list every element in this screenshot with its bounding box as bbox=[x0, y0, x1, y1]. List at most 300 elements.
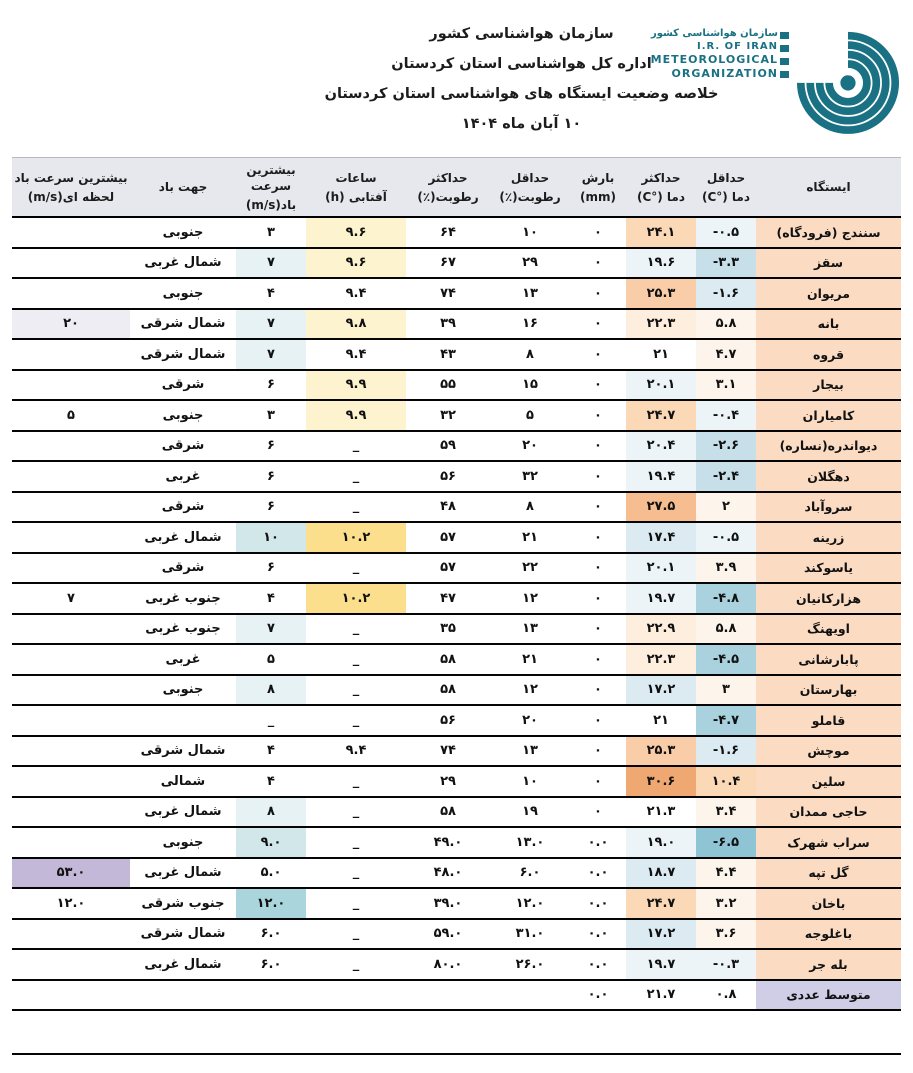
cell-precipitation: ۰ bbox=[570, 431, 626, 462]
cell-wind-direction: جنوب شرقی bbox=[130, 888, 236, 919]
cell-sunshine-hours: ۹.۶ bbox=[306, 217, 406, 248]
cell-wind-direction: شرقی bbox=[130, 553, 236, 584]
cell-wind-gust-max bbox=[12, 553, 130, 584]
cell-station bbox=[756, 1010, 901, 1054]
cell-humidity-max bbox=[406, 980, 490, 1011]
cell-station: اویهنگ bbox=[756, 614, 901, 645]
cell-humidity-max: ۵۸ bbox=[406, 644, 490, 675]
cell-temp-max: ۳۰.۶ bbox=[626, 766, 696, 797]
cell-sunshine-hours: ۹.۴ bbox=[306, 278, 406, 309]
cell-precipitation: ۰ bbox=[570, 736, 626, 767]
cell-temp-max: ۲۲.۹ bbox=[626, 614, 696, 645]
cell-temp-min: ۳.۶ bbox=[696, 919, 756, 950]
cell-station: سنندج (فرودگاه) bbox=[756, 217, 901, 248]
cell-precipitation: ۰ bbox=[570, 766, 626, 797]
cell-precipitation: ۰.۰ bbox=[570, 888, 626, 919]
cell-temp-max: ۲۱ bbox=[626, 339, 696, 370]
cell-sunshine-hours: _ bbox=[306, 797, 406, 828]
cell-temp-min: ۳.۴ bbox=[696, 797, 756, 828]
cell-humidity-max: ۵۹ bbox=[406, 431, 490, 462]
dept-title: اداره کل هواشناسی استان کردستان bbox=[391, 56, 652, 72]
table-row bbox=[12, 553, 901, 584]
cell-wind-gust-max bbox=[12, 278, 130, 309]
cell-humidity-max: ۵۸ bbox=[406, 797, 490, 828]
cell-humidity-min: ۲۰ bbox=[490, 431, 570, 462]
cell-precipitation: ۰ bbox=[570, 522, 626, 553]
cell-temp-min: ۵.۸ bbox=[696, 614, 756, 645]
cell-precipitation: ۰ bbox=[570, 705, 626, 736]
cell-temp-min: -۰.۴ bbox=[696, 400, 756, 431]
column-header-wind-speed-max: بیشترین سرعت باد(m/s) bbox=[236, 158, 306, 218]
cell-humidity-max: ۵۶ bbox=[406, 461, 490, 492]
cell-wind-gust-max bbox=[12, 248, 130, 279]
cell-humidity-min: ۲۲ bbox=[490, 553, 570, 584]
cell-humidity-min: ۱۳ bbox=[490, 614, 570, 645]
cell-wind-direction: شمال شرقی bbox=[130, 919, 236, 950]
cell-temp-min: ۳.۲ bbox=[696, 888, 756, 919]
cell-temp-min: ۳.۱ bbox=[696, 370, 756, 401]
cell-humidity-max: ۶۴ bbox=[406, 217, 490, 248]
cell-sunshine-hours: _ bbox=[306, 705, 406, 736]
irimo-logo bbox=[635, 18, 907, 142]
cell-humidity-max: ۴۳ bbox=[406, 339, 490, 370]
cell-wind-speed-max: _ bbox=[236, 705, 306, 736]
cell-wind-direction bbox=[130, 1010, 236, 1054]
cell-wind-direction: شمال غربی bbox=[130, 248, 236, 279]
table-row bbox=[12, 766, 901, 797]
cell-humidity-min: ۲۶.۰ bbox=[490, 949, 570, 980]
cell-wind-speed-max: ۴ bbox=[236, 766, 306, 797]
cell-precipitation: ۰ bbox=[570, 217, 626, 248]
cell-humidity-max: ۲۹ bbox=[406, 766, 490, 797]
table-row bbox=[12, 614, 901, 645]
cell-humidity-min: ۳۱.۰ bbox=[490, 919, 570, 950]
cell-wind-direction bbox=[130, 705, 236, 736]
cell-sunshine-hours bbox=[306, 1010, 406, 1054]
cell-humidity-max: ۸۰.۰ bbox=[406, 949, 490, 980]
cell-wind-direction: جنوبی bbox=[130, 675, 236, 706]
cell-precipitation: ۰ bbox=[570, 644, 626, 675]
cell-wind-direction: جنوبی bbox=[130, 217, 236, 248]
cell-station: بیجار bbox=[756, 370, 901, 401]
cell-wind-direction: شمال غربی bbox=[130, 522, 236, 553]
cell-temp-min: -۶.۵ bbox=[696, 827, 756, 858]
cell-wind-speed-max: ۶ bbox=[236, 370, 306, 401]
cell-wind-gust-max: ۱۲.۰ bbox=[12, 888, 130, 919]
weather-table bbox=[12, 157, 901, 1055]
cell-station: حاجی ممدان bbox=[756, 797, 901, 828]
cell-sunshine-hours: _ bbox=[306, 675, 406, 706]
cell-temp-min: -۰.۵ bbox=[696, 217, 756, 248]
cell-humidity-max: ۴۷ bbox=[406, 583, 490, 614]
cell-humidity-max: ۵۶ bbox=[406, 705, 490, 736]
cell-temp-max: ۲۷.۵ bbox=[626, 492, 696, 523]
cell-temp-min: -۴.۵ bbox=[696, 644, 756, 675]
cell-wind-speed-max: ۵.۰ bbox=[236, 858, 306, 889]
cell-temp-max: ۱۹.۴ bbox=[626, 461, 696, 492]
cell-humidity-max: ۴۹.۰ bbox=[406, 827, 490, 858]
cell-wind-direction: شمال شرقی bbox=[130, 736, 236, 767]
cell-temp-max: ۲۲.۳ bbox=[626, 309, 696, 340]
cell-wind-speed-max bbox=[236, 1010, 306, 1054]
cell-temp-max bbox=[626, 1010, 696, 1054]
cell-wind-speed-max: ۹.۰ bbox=[236, 827, 306, 858]
cell-sunshine-hours bbox=[306, 980, 406, 1011]
cell-precipitation: ۰.۰ bbox=[570, 980, 626, 1011]
cell-temp-min bbox=[696, 1010, 756, 1054]
cell-wind-gust-max: ۷ bbox=[12, 583, 130, 614]
cell-humidity-min: ۳۲ bbox=[490, 461, 570, 492]
cell-wind-gust-max bbox=[12, 492, 130, 523]
cell-wind-direction: شرقی bbox=[130, 370, 236, 401]
cell-humidity-min: ۱۵ bbox=[490, 370, 570, 401]
cell-wind-gust-max bbox=[12, 644, 130, 675]
cell-station: هزارکانیان bbox=[756, 583, 901, 614]
cell-wind-speed-max: ۶ bbox=[236, 553, 306, 584]
cell-wind-direction: غربی bbox=[130, 644, 236, 675]
cell-humidity-max: ۷۴ bbox=[406, 278, 490, 309]
cell-humidity-max: ۳۲ bbox=[406, 400, 490, 431]
cell-station: باغلوجه bbox=[756, 919, 901, 950]
cell-temp-max: ۲۱ bbox=[626, 705, 696, 736]
table-row bbox=[12, 583, 901, 614]
cell-station: سروآباد bbox=[756, 492, 901, 523]
cell-station: زرینه bbox=[756, 522, 901, 553]
cell-temp-max: ۲۵.۳ bbox=[626, 278, 696, 309]
cell-sunshine-hours: _ bbox=[306, 553, 406, 584]
cell-station: پابارشانی bbox=[756, 644, 901, 675]
cell-station: متوسط عددی bbox=[756, 980, 901, 1011]
cell-humidity-min: ۲۱ bbox=[490, 644, 570, 675]
cell-precipitation: ۰ bbox=[570, 309, 626, 340]
cell-temp-max: ۲۴.۷ bbox=[626, 400, 696, 431]
cell-wind-gust-max bbox=[12, 522, 130, 553]
cell-humidity-min: ۲۱ bbox=[490, 522, 570, 553]
cell-precipitation: ۰ bbox=[570, 370, 626, 401]
cell-temp-min: ۳ bbox=[696, 675, 756, 706]
table-row bbox=[12, 370, 901, 401]
cell-humidity-max: ۳۹.۰ bbox=[406, 888, 490, 919]
cell-wind-gust-max bbox=[12, 827, 130, 858]
cell-temp-min: ۲ bbox=[696, 492, 756, 523]
cell-temp-max: ۲۰.۴ bbox=[626, 431, 696, 462]
cell-wind-speed-max: ۴ bbox=[236, 736, 306, 767]
table-row bbox=[12, 217, 901, 248]
cell-humidity-min: ۱۳.۰ bbox=[490, 827, 570, 858]
cell-sunshine-hours: ۹.۸ bbox=[306, 309, 406, 340]
cell-humidity-min: ۸ bbox=[490, 492, 570, 523]
cell-wind-gust-max: ۲۰ bbox=[12, 309, 130, 340]
cell-temp-min: ۵.۸ bbox=[696, 309, 756, 340]
cell-temp-min: ۴.۴ bbox=[696, 858, 756, 889]
cell-wind-gust-max bbox=[12, 736, 130, 767]
cell-humidity-max: ۴۸.۰ bbox=[406, 858, 490, 889]
cell-humidity-min: ۱۲ bbox=[490, 583, 570, 614]
table-row bbox=[12, 309, 901, 340]
cell-sunshine-hours: _ bbox=[306, 827, 406, 858]
cell-precipitation: ۰ bbox=[570, 797, 626, 828]
cell-sunshine-hours: _ bbox=[306, 858, 406, 889]
table-row bbox=[12, 1010, 901, 1054]
cell-wind-direction: شرقی bbox=[130, 431, 236, 462]
table-row bbox=[12, 705, 901, 736]
cell-temp-min: ۳.۹ bbox=[696, 553, 756, 584]
cell-precipitation: ۰ bbox=[570, 400, 626, 431]
cell-station: سلین bbox=[756, 766, 901, 797]
cell-temp-min: -۰.۵ bbox=[696, 522, 756, 553]
cell-wind-gust-max bbox=[12, 949, 130, 980]
cell-wind-speed-max: ۴ bbox=[236, 278, 306, 309]
cell-temp-max: ۲۲.۳ bbox=[626, 644, 696, 675]
column-header-wind-direction: جهت باد bbox=[130, 158, 236, 218]
cell-wind-gust-max: ۵۳.۰ bbox=[12, 858, 130, 889]
logo-en-line2: METEOROLOGICAL bbox=[650, 53, 778, 66]
table-row bbox=[12, 339, 901, 370]
cell-temp-max: ۱۷.۲ bbox=[626, 675, 696, 706]
cell-station: کامیاران bbox=[756, 400, 901, 431]
cell-sunshine-hours: ۹.۶ bbox=[306, 248, 406, 279]
cell-temp-max: ۱۹.۰ bbox=[626, 827, 696, 858]
cell-station: بهارستان bbox=[756, 675, 901, 706]
cell-wind-gust-max bbox=[12, 675, 130, 706]
logo-en-line1: I.R. OF IRAN bbox=[696, 40, 778, 52]
cell-wind-speed-max: ۸ bbox=[236, 797, 306, 828]
cell-sunshine-hours: _ bbox=[306, 644, 406, 675]
table-row bbox=[12, 492, 901, 523]
cell-wind-direction: شمال غربی bbox=[130, 858, 236, 889]
cell-wind-gust-max bbox=[12, 431, 130, 462]
logo-bars bbox=[780, 32, 789, 78]
cell-temp-min: -۲.۴ bbox=[696, 461, 756, 492]
cell-temp-max: ۱۹.۷ bbox=[626, 949, 696, 980]
table-row bbox=[12, 675, 901, 706]
cell-station: مریوان bbox=[756, 278, 901, 309]
cell-wind-direction: شمال غربی bbox=[130, 949, 236, 980]
cell-station: دهگلان bbox=[756, 461, 901, 492]
cell-humidity-min: ۱۲ bbox=[490, 675, 570, 706]
cell-wind-speed-max: ۶.۰ bbox=[236, 949, 306, 980]
cell-wind-speed-max: ۵ bbox=[236, 644, 306, 675]
cell-temp-min: ۴.۷ bbox=[696, 339, 756, 370]
cell-wind-gust-max bbox=[12, 370, 130, 401]
logo-en-line3: ORGANIZATION bbox=[671, 66, 778, 80]
cell-humidity-max: ۵۷ bbox=[406, 522, 490, 553]
table-row bbox=[12, 980, 901, 1011]
cell-wind-direction: جنوب غربی bbox=[130, 614, 236, 645]
cell-wind-direction: شمال شرقی bbox=[130, 339, 236, 370]
cell-wind-speed-max: ۷ bbox=[236, 614, 306, 645]
cell-sunshine-hours: _ bbox=[306, 431, 406, 462]
cell-humidity-max: ۵۷ bbox=[406, 553, 490, 584]
cell-wind-gust-max bbox=[12, 797, 130, 828]
irimo-spiral-icon bbox=[789, 18, 907, 136]
report-header bbox=[0, 0, 913, 157]
cell-wind-speed-max: ۷ bbox=[236, 339, 306, 370]
cell-precipitation: ۰.۰ bbox=[570, 858, 626, 889]
cell-wind-direction bbox=[130, 980, 236, 1011]
cell-wind-gust-max bbox=[12, 980, 130, 1011]
cell-precipitation: ۰ bbox=[570, 583, 626, 614]
logo-text bbox=[635, 28, 778, 81]
cell-temp-min: -۰.۳ bbox=[696, 949, 756, 980]
cell-station: بله جر bbox=[756, 949, 901, 980]
cell-humidity-min: ۱۳ bbox=[490, 736, 570, 767]
cell-temp-max: ۲۴.۷ bbox=[626, 888, 696, 919]
column-header-humidity-min: حداقل رطوبت(٪) bbox=[490, 158, 570, 218]
table-row bbox=[12, 797, 901, 828]
cell-humidity-max: ۵۹.۰ bbox=[406, 919, 490, 950]
cell-precipitation: ۰.۰ bbox=[570, 919, 626, 950]
table-body bbox=[12, 217, 901, 1054]
column-header-sunshine-hours: ساعات آفتابی (h) bbox=[306, 158, 406, 218]
cell-humidity-max bbox=[406, 1010, 490, 1054]
cell-wind-speed-max: ۳ bbox=[236, 400, 306, 431]
cell-wind-speed-max bbox=[236, 980, 306, 1011]
table-row bbox=[12, 827, 901, 858]
table-row bbox=[12, 858, 901, 889]
cell-station: باخان bbox=[756, 888, 901, 919]
cell-humidity-max: ۵۸ bbox=[406, 675, 490, 706]
cell-temp-max: ۲۱.۷ bbox=[626, 980, 696, 1011]
cell-sunshine-hours: _ bbox=[306, 888, 406, 919]
cell-wind-gust-max bbox=[12, 339, 130, 370]
cell-temp-min: -۱.۶ bbox=[696, 736, 756, 767]
cell-humidity-min: ۶.۰ bbox=[490, 858, 570, 889]
cell-wind-speed-max: ۷ bbox=[236, 309, 306, 340]
cell-temp-max: ۲۰.۱ bbox=[626, 370, 696, 401]
cell-station: گل تپه bbox=[756, 858, 901, 889]
cell-station: دیواندره(نساره) bbox=[756, 431, 901, 462]
cell-humidity-max: ۶۷ bbox=[406, 248, 490, 279]
cell-wind-gust-max bbox=[12, 614, 130, 645]
cell-station: سراب شهرک bbox=[756, 827, 901, 858]
cell-precipitation: ۰ bbox=[570, 278, 626, 309]
cell-wind-gust-max bbox=[12, 217, 130, 248]
cell-humidity-min: ۵ bbox=[490, 400, 570, 431]
column-header-wind-gust-max: بیشترین سرعت باد لحظه ای(m/s) bbox=[12, 158, 130, 218]
cell-precipitation bbox=[570, 1010, 626, 1054]
cell-precipitation: ۰ bbox=[570, 675, 626, 706]
cell-sunshine-hours: _ bbox=[306, 949, 406, 980]
column-header-station: ایستگاه bbox=[756, 158, 901, 218]
cell-station: قاملو bbox=[756, 705, 901, 736]
cell-temp-max: ۲۵.۳ bbox=[626, 736, 696, 767]
cell-wind-direction: غربی bbox=[130, 461, 236, 492]
cell-precipitation: ۰.۰ bbox=[570, 949, 626, 980]
cell-sunshine-hours: _ bbox=[306, 492, 406, 523]
cell-wind-direction: شمال غربی bbox=[130, 797, 236, 828]
cell-wind-gust-max bbox=[12, 766, 130, 797]
cell-temp-max: ۱۷.۴ bbox=[626, 522, 696, 553]
cell-wind-speed-max: ۱۰ bbox=[236, 522, 306, 553]
table-row bbox=[12, 461, 901, 492]
cell-station: موچش bbox=[756, 736, 901, 767]
cell-precipitation: ۰ bbox=[570, 492, 626, 523]
cell-sunshine-hours: ۹.۴ bbox=[306, 736, 406, 767]
cell-wind-speed-max: ۶ bbox=[236, 492, 306, 523]
cell-temp-max: ۱۹.۶ bbox=[626, 248, 696, 279]
table-row bbox=[12, 644, 901, 675]
cell-wind-speed-max: ۶ bbox=[236, 431, 306, 462]
cell-precipitation: ۰.۰ bbox=[570, 827, 626, 858]
header-row bbox=[12, 158, 901, 218]
cell-precipitation: ۰ bbox=[570, 339, 626, 370]
cell-temp-min: ۱۰.۴ bbox=[696, 766, 756, 797]
cell-temp-min: -۳.۳ bbox=[696, 248, 756, 279]
cell-humidity-min bbox=[490, 980, 570, 1011]
cell-temp-min: -۱.۶ bbox=[696, 278, 756, 309]
cell-temp-min: ۰.۸ bbox=[696, 980, 756, 1011]
cell-wind-speed-max: ۱۲.۰ bbox=[236, 888, 306, 919]
cell-temp-max: ۲۱.۳ bbox=[626, 797, 696, 828]
cell-sunshine-hours: ۹.۴ bbox=[306, 339, 406, 370]
column-header-humidity-max: حداکثر رطوبت(٪) bbox=[406, 158, 490, 218]
cell-temp-min: -۲.۶ bbox=[696, 431, 756, 462]
cell-wind-speed-max: ۸ bbox=[236, 675, 306, 706]
table-row bbox=[12, 888, 901, 919]
cell-humidity-min: ۸ bbox=[490, 339, 570, 370]
cell-sunshine-hours: _ bbox=[306, 766, 406, 797]
table-row bbox=[12, 949, 901, 980]
table-row bbox=[12, 248, 901, 279]
cell-precipitation: ۰ bbox=[570, 614, 626, 645]
cell-sunshine-hours: ۹.۹ bbox=[306, 370, 406, 401]
cell-sunshine-hours: _ bbox=[306, 919, 406, 950]
cell-humidity-min: ۱۳ bbox=[490, 278, 570, 309]
cell-humidity-max: ۳۹ bbox=[406, 309, 490, 340]
cell-wind-speed-max: ۶ bbox=[236, 461, 306, 492]
table-head bbox=[12, 158, 901, 218]
cell-station: قروه bbox=[756, 339, 901, 370]
cell-precipitation: ۰ bbox=[570, 553, 626, 584]
cell-wind-speed-max: ۶.۰ bbox=[236, 919, 306, 950]
cell-wind-speed-max: ۷ bbox=[236, 248, 306, 279]
cell-wind-gust-max bbox=[12, 1010, 130, 1054]
table-row bbox=[12, 919, 901, 950]
cell-station: یاسوکند bbox=[756, 553, 901, 584]
cell-wind-gust-max bbox=[12, 705, 130, 736]
cell-precipitation: ۰ bbox=[570, 461, 626, 492]
cell-station: بانه bbox=[756, 309, 901, 340]
cell-humidity-min: ۱۲.۰ bbox=[490, 888, 570, 919]
org-title: سازمان هواشناسی کشور bbox=[429, 26, 614, 42]
cell-humidity-max: ۴۸ bbox=[406, 492, 490, 523]
table-row bbox=[12, 522, 901, 553]
report-date: ۱۰ آبان ماه ۱۴۰۴ bbox=[461, 116, 582, 132]
cell-precipitation: ۰ bbox=[570, 248, 626, 279]
cell-wind-direction: جنوبی bbox=[130, 827, 236, 858]
cell-wind-gust-max bbox=[12, 461, 130, 492]
cell-temp-max: ۱۹.۷ bbox=[626, 583, 696, 614]
cell-humidity-min: ۱۶ bbox=[490, 309, 570, 340]
cell-sunshine-hours: ۹.۹ bbox=[306, 400, 406, 431]
cell-wind-direction: شمال شرقی bbox=[130, 309, 236, 340]
table-row bbox=[12, 400, 901, 431]
table-row bbox=[12, 736, 901, 767]
cell-sunshine-hours: _ bbox=[306, 461, 406, 492]
cell-temp-max: ۱۷.۲ bbox=[626, 919, 696, 950]
report-title: خلاصه وضعیت ایستگاه های هواشناسی استان کردستان bbox=[324, 86, 719, 102]
column-header-temp-min: حداقل دما (°C) bbox=[696, 158, 756, 218]
cell-humidity-max: ۳۵ bbox=[406, 614, 490, 645]
cell-wind-direction: جنوبی bbox=[130, 278, 236, 309]
cell-temp-max: ۲۴.۱ bbox=[626, 217, 696, 248]
cell-temp-max: ۱۸.۷ bbox=[626, 858, 696, 889]
cell-humidity-max: ۷۴ bbox=[406, 736, 490, 767]
cell-humidity-max: ۵۵ bbox=[406, 370, 490, 401]
cell-station: سقز bbox=[756, 248, 901, 279]
cell-wind-direction: جنوب غربی bbox=[130, 583, 236, 614]
